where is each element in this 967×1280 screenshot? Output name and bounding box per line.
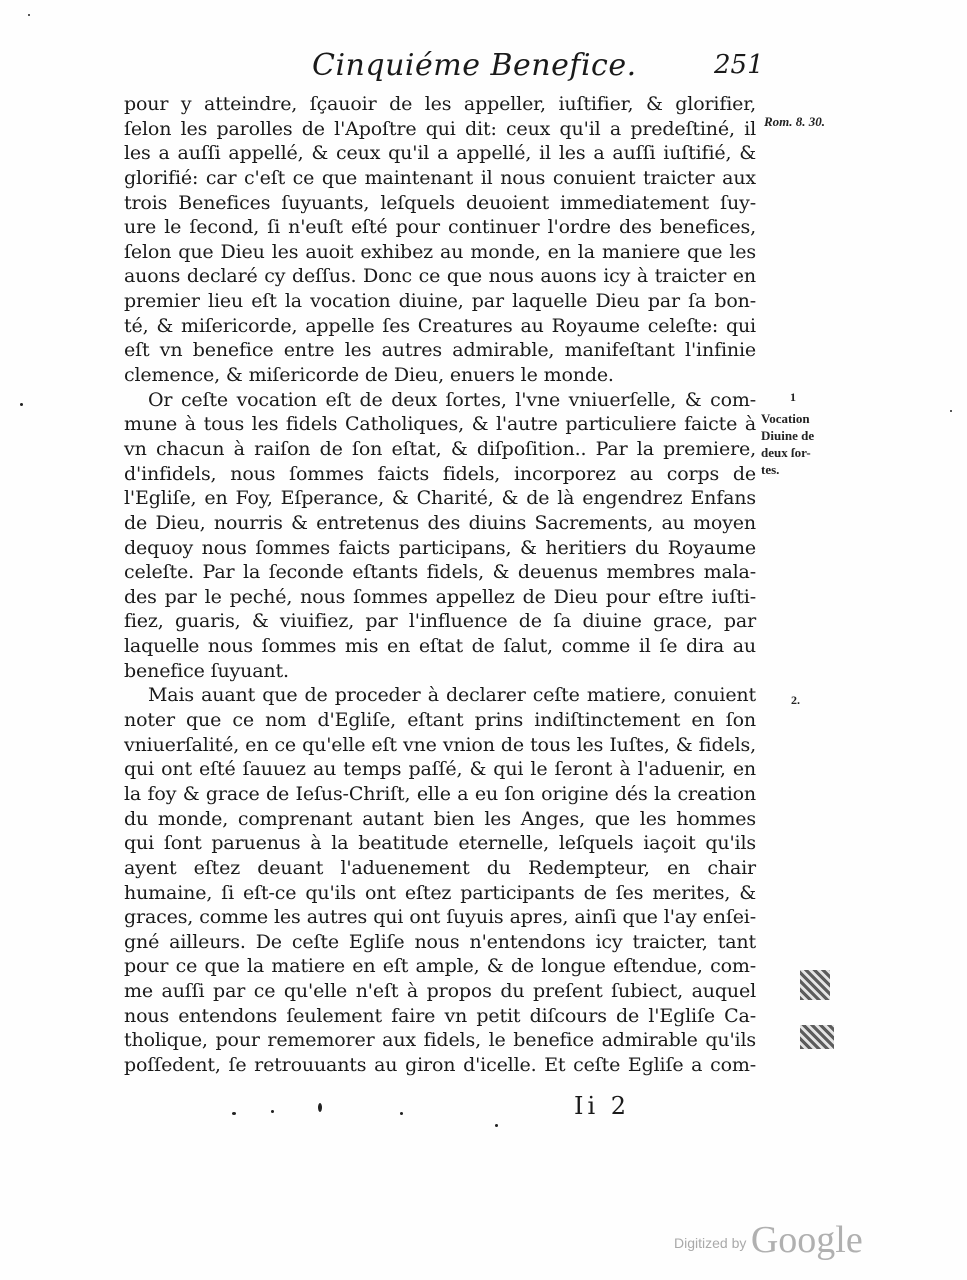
text-line: l'Egliſe, en Foy, Eſperance, & Charité, & de là engendrez Enfans: [124, 487, 756, 510]
running-title: Cinquiéme Benefice.: [312, 48, 637, 83]
margin-note-line: tes.: [761, 462, 780, 477]
text-line: laquelle nous ſommes mis en eſtat de ſalut, comme il ſe dira au: [124, 635, 756, 658]
text-line: graces, comme les autres qui ont ſuyuis apres, ainſi que l'ay enſei-: [124, 906, 756, 929]
text-line: Mais auant que de proceder à declarer ceſte matiere, conuient: [148, 684, 756, 707]
text-line: clemence, & miſericorde de Dieu, enuers le monde.: [124, 364, 614, 387]
body-text: [124, 92, 756, 1078]
ink-speck: [232, 1112, 236, 1115]
text-line: tholique, pour rememorer aux fidels, le benefice admirable qu'ils: [124, 1029, 756, 1052]
watermark-brand: Google: [750, 1219, 863, 1261]
text-line: glorifié: car c'eſt ce que maintenant il nous conuient traicter aux: [124, 166, 756, 189]
ink-speck: [271, 1110, 274, 1113]
text-line: dequoy nous ſommes faicts participans, & heritiers du Royaume: [124, 536, 756, 559]
signature-mark: Ii 2: [574, 1092, 631, 1120]
ink-speck: [495, 1124, 498, 1127]
margin-note-line: Vocation: [761, 411, 810, 426]
text-line: fiez, guaris, & viuifiez, par l'influence de ſa diuine grace, par: [124, 610, 756, 633]
text-line: mune à tous les fidels Catholiques, & l'autre particuliere faicte à: [124, 413, 756, 436]
text-line: ſelon que Dieu les auoit exhibez au monde, en la maniere que les: [124, 240, 756, 263]
text-line: de Dieu, nourris & entretenus des diuins Sacrements, au moyen: [124, 511, 756, 534]
watermark-prefix: Digitized by: [674, 1235, 747, 1251]
ink-speck: [950, 410, 952, 412]
text-line: ayent eſtez deuant l'aduenement du Redempteur, en chair: [124, 856, 756, 879]
text-line: pour ce que la matiere en eſt ample, & de longue eſtendue, com-: [124, 955, 756, 978]
text-line: trois Benefices ſuyuants, leſquels deuoient immediatement ſuy-: [124, 191, 756, 214]
text-line: ſelon les parolles de l'Apoſtre qui dit: ceux qu'il a predeſtiné, il: [124, 117, 756, 140]
text-line: du monde, comprenant autant bien les Anges, que les hommes: [124, 807, 756, 830]
text-line: qui ont eſté ſauuez au temps paſſé, & qui le ſeront à l'aduenir, en: [124, 758, 756, 781]
text-line: benefice ſuyuant.: [124, 659, 289, 682]
text-line: celeſte. Par la ſeconde eſtants fidels, & deuenus membres mala-: [124, 561, 756, 584]
text-line: gné ailleurs. De ceſte Egliſe nous n'entendons icy traicter, tant: [124, 930, 756, 953]
bleed-through-mark: [800, 970, 830, 1000]
margin-note-vocation: [761, 410, 851, 478]
margin-note-number-2: 2.: [791, 693, 800, 707]
digitized-watermark: [674, 1218, 863, 1262]
page-number: 251: [714, 50, 764, 80]
text-line: vniuerſalité, en ce qu'elle eſt vne vnion de tous les Iuſtes, & fidels,: [124, 733, 756, 756]
text-line: ure le ſecond, ſi n'euſt eſté pour continuer l'ordre des benefices,: [124, 216, 756, 239]
text-line: la foy & grace de Ieſus-Chriſt, elle a eu ſon origine dés la creation: [124, 782, 756, 805]
ink-speck: [28, 14, 30, 16]
text-line: Or ceſte vocation eſt de deux ſortes, l'vne vniuerſelle, & com-: [148, 388, 756, 411]
margin-note-number-1: 1: [790, 390, 796, 404]
text-line: auons declaré cy deſſus. Donc ce que nous auons icy à traicter en: [124, 265, 756, 288]
text-line: humaine, ſi eſt-ce qu'ils ont eſtez participants de ſes merites, &: [124, 881, 756, 904]
text-line: vn chacun à raiſon de ſon eſtat, & diſpoſition.. Par la premiere,: [124, 437, 756, 460]
ink-speck: [318, 1103, 322, 1112]
margin-note-line: Diuine de: [761, 428, 815, 443]
margin-note-line: deux ſor-: [761, 445, 811, 460]
ink-speck: [20, 403, 23, 406]
ink-speck: [400, 1112, 403, 1115]
text-line: eſt vn benefice entre les autres admirable, manifeſtant l'infinie: [124, 339, 756, 362]
bleed-through-mark: [800, 1025, 834, 1049]
text-line: té, & miſericorde, appelle ſes Creatures au Royaume celeſte: qui: [124, 314, 756, 337]
text-line: poſſedent, ſe retrouuants au giron d'icelle. Et ceſte Egliſe a com-: [124, 1053, 756, 1076]
text-line: premier lieu eſt la vocation diuine, par laquelle Dieu par ſa bon-: [124, 290, 756, 313]
text-line: nous entendons ſeulement faire vn petit diſcours de l'Egliſe Ca-: [124, 1004, 756, 1027]
text-line: noter que ce nom d'Egliſe, eſtant prins indiſtinctement en ſon: [124, 709, 756, 732]
text-line: me auſſi par ce qu'elle n'eſt à propos du preſent ſubiect, auquel: [124, 980, 756, 1003]
text-line: les a auſſi appellé, & ceux qu'il a appellé, il les a auſſi iuſtifié, &: [124, 142, 756, 165]
text-line: pour y atteindre, ſçauoir de les appeller, iuſtifier, & glorifier,: [124, 93, 756, 115]
text-line: des par le peché, nous ſommes appellez de Dieu pour eſtre iuſti-: [124, 585, 756, 608]
margin-reference: Rom. 8. 30.: [764, 114, 826, 129]
text-line: qui ſont paruenus à la beatitude eternelle, leſquels iaçoit qu'ils: [124, 832, 756, 855]
text-line: d'infidels, nous ſommes faicts fidels, incorporez au corps de: [124, 462, 756, 485]
